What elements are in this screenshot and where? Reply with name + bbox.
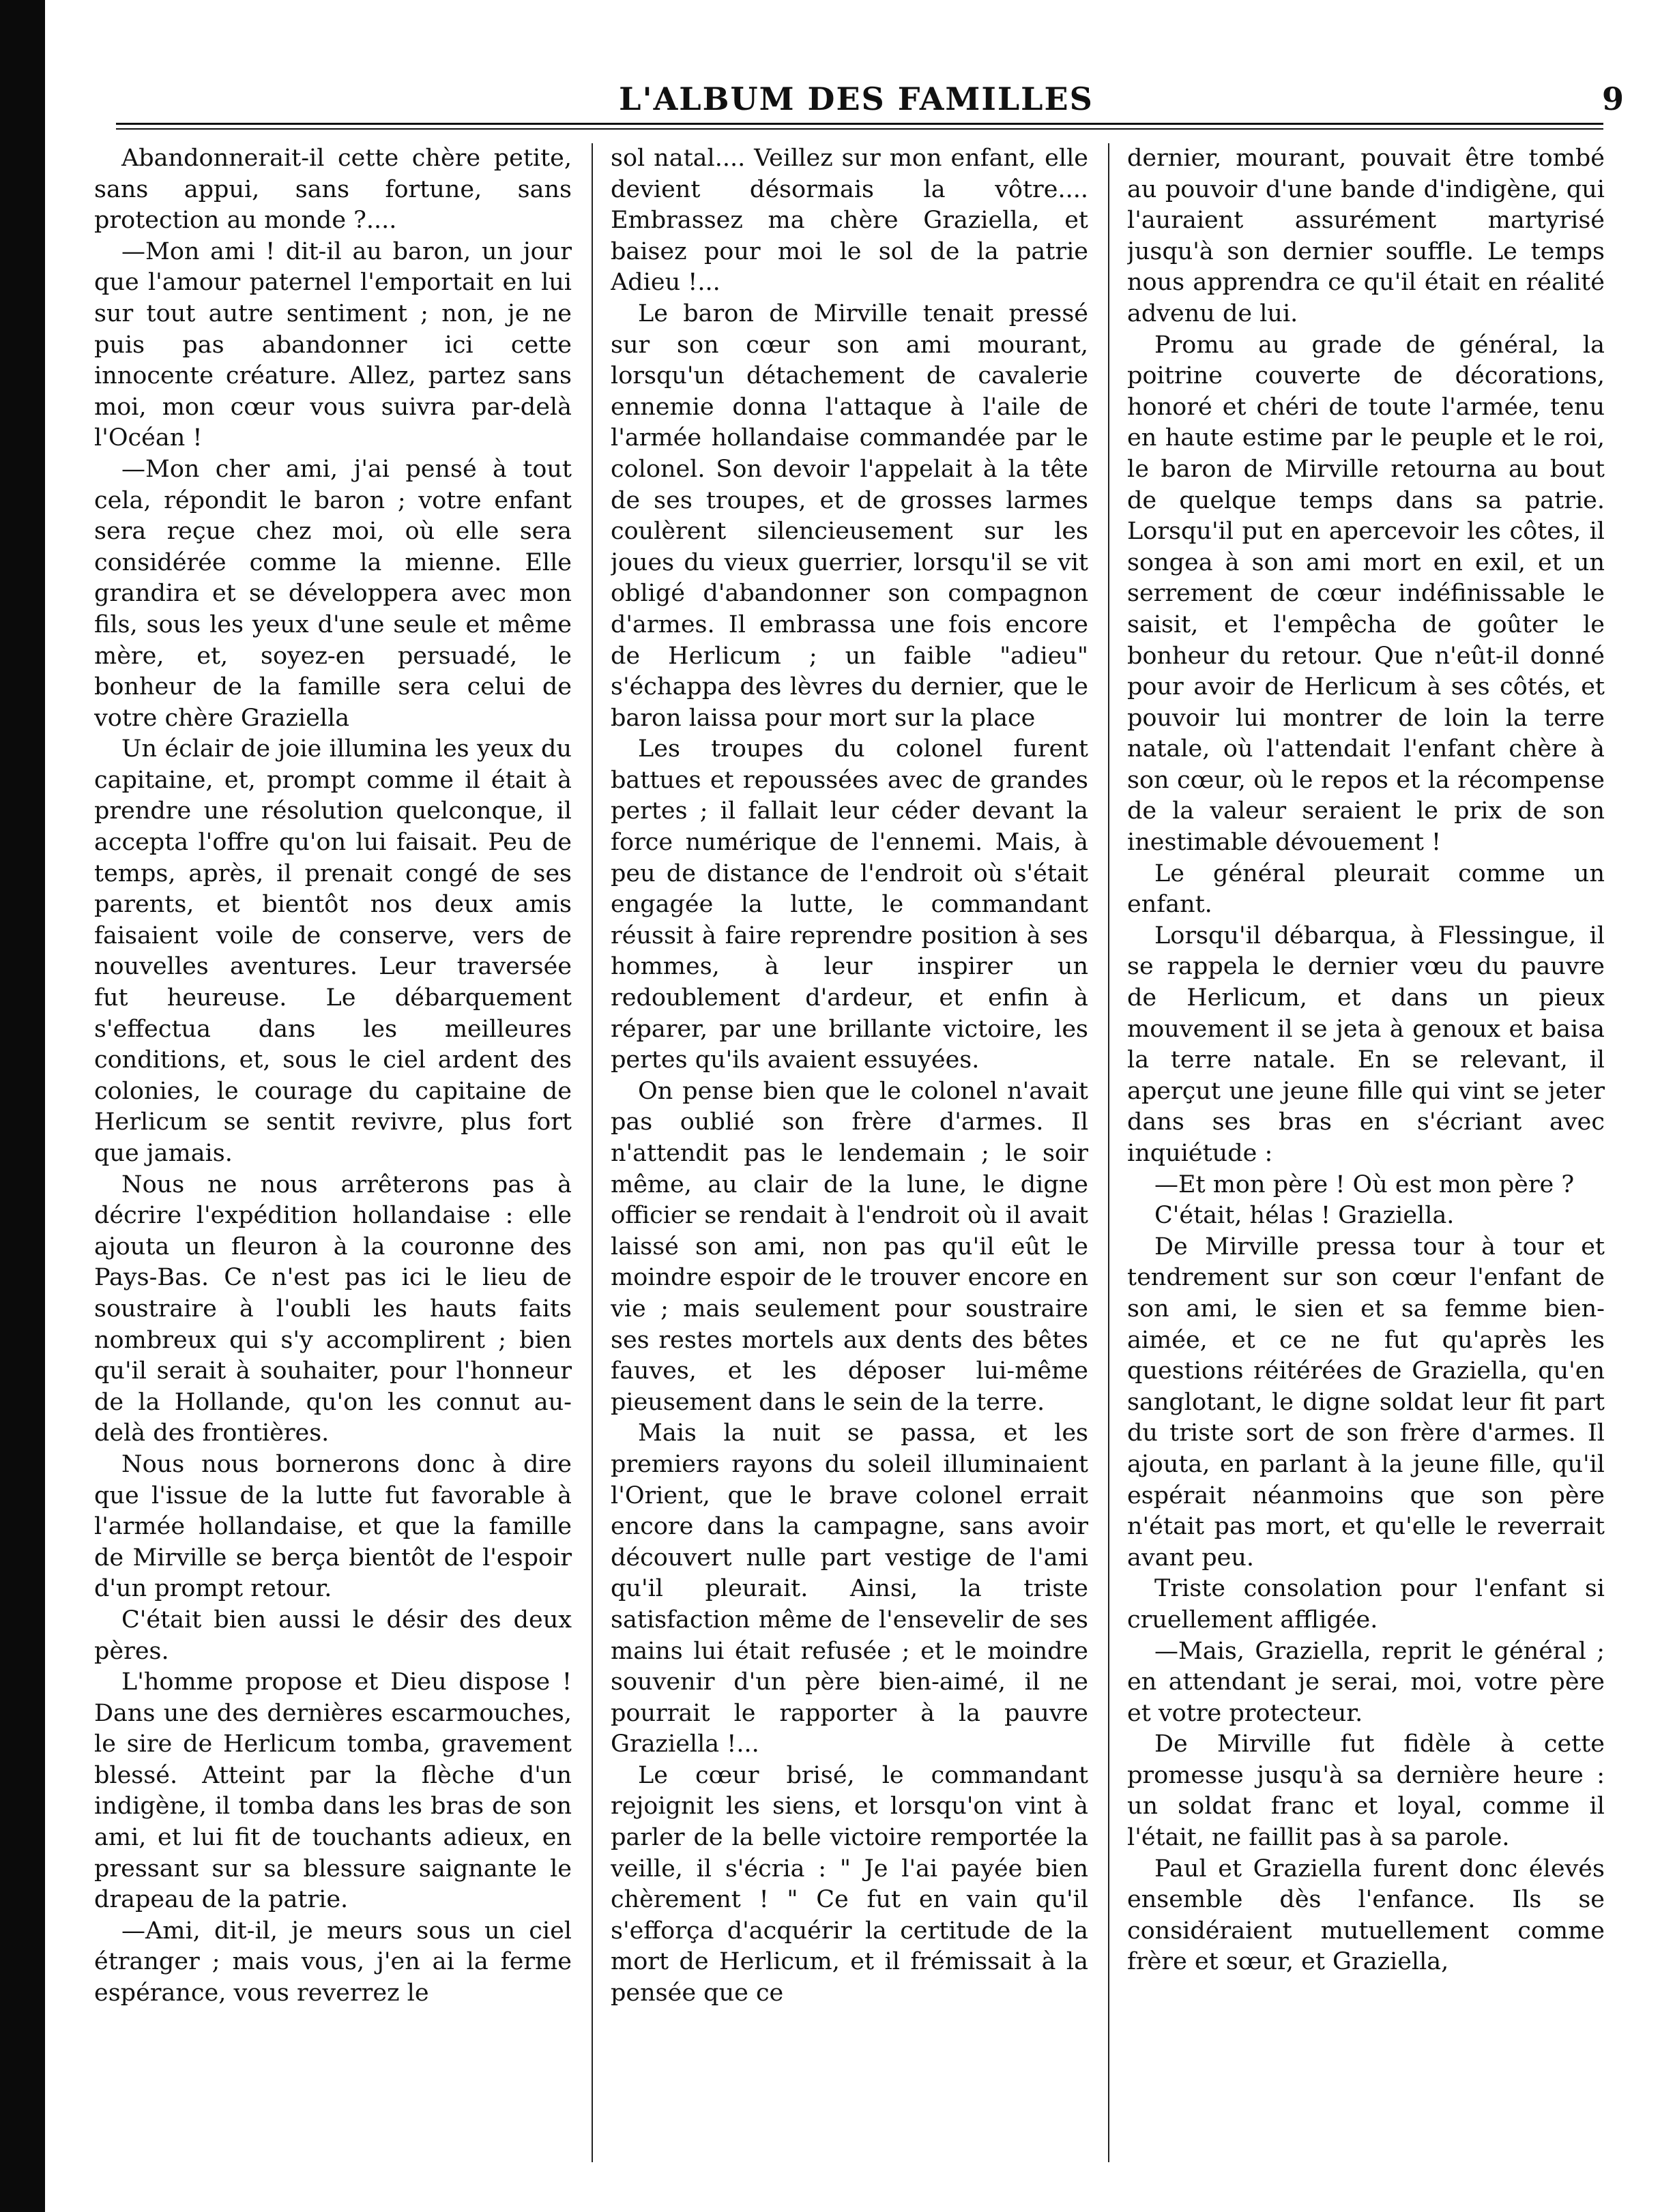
paragraph: On pense bien que le colonel n'avait pas oublié son frère d'armes. Il n'attendit pas le lendemain ; le soir même, au clair de la lune, le digne officier se rendait à l'endroit où il avait laissé son ami, non pas qu'il eût le moindre espoir de le trouver encore en vie ; mais seulement pour soustraire ses restes mortels aux dents des bêtes fauves, et les déposer lui-même pieusement dans le sein de la terre.: [611, 1077, 1088, 1416]
paragraph: Les troupes du colonel furent battues et repoussées avec de grandes pertes ; il fallait leur céder devant la force numérique de l'ennemi. Mais, à peu de distance de l'endroit où s'était engagée la lutte, le commandant réussit à faire reprendre position à ses hommes, à leur inspirer un redoublement d'ardeur, et enfin à réparer, par une brillante victoire, les pertes qu'ils avaient essuyées.: [611, 735, 1088, 1074]
paragraph: Le baron de Mirville tenait pressé sur son cœur son ami mourant, lorsqu'un détachement de cavalerie ennemie donna l'attaque à l'aile de l'armée hollandaise commandée par le colonel. Son devoir l'appelait à la tête de ses troupes, et de grosses larmes coulèrent silencieusement sur les joues du vieux guerrier, lorsqu'il se vit obligé d'abandonner son compagnon d'armes. Il embrassa une fois encore de Herlicum ; un faible "adieu" s'échappa des lèvres du dernier, que le baron laissa pour mort sur la place: [611, 299, 1088, 732]
column-1: [94, 143, 572, 2176]
paragraph: Un éclair de joie illumina les yeux du capitaine, et, prompt comme il était à prendre une résolution quelconque, il accepta l'offre qu'on lui faisait. Peu de temps, après, il prenait congé de ses parents, et bientôt nos deux amis faisaient voile de conserve, vers de nouvelles aventures. Leur traversée fut heureuse. Le débarquement s'effectua dans les meilleures conditions, et, sous le ciel ardent des colonies, le courage du capitaine de Herlicum se sentit revivre, plus fort que jamais.: [94, 735, 572, 1167]
paragraph: C'était, hélas ! Graziella.: [1154, 1202, 1455, 1230]
column-3: [1127, 143, 1605, 2176]
paragraph: C'était bien aussi le désir des deux pères.: [94, 1606, 572, 1665]
paragraph: L'homme propose et Dieu dispose ! Dans une des dernières escarmouches, le sire de Herlicum tomba, gravement blessé. Atteint par la flèche d'un indigène, il tomba dans les bras de son ami, et lui fit de touchants adieux, en pressant sur sa blessure saignante le drapeau de la patrie.: [94, 1668, 572, 1914]
publication-title: L'ALBUM DES FAMILLES: [619, 80, 1094, 117]
binding-edge: [0, 0, 45, 2212]
paragraph: —Et mon père ! Où est mon père ?: [1154, 1170, 1575, 1198]
paragraph: De Mirville pressa tour à tour et tendrement sur son cœur l'enfant de son ami, le sien et sa femme bien-aimée, et ce ne fut qu'après les questions réitérées de Graziella, qu'en sanglotant, le digne soldat leur fit part du triste sort de son frère d'armes. Il ajouta, en parlant à la jeune fille, qu'il espérait néanmoins que son père n'était pas mort, et qu'elle le reverrait avant peu.: [1127, 1233, 1605, 1572]
column-divider: [1108, 143, 1109, 2162]
paragraph: Triste consolation pour l'enfant si cruellement affligée.: [1127, 1575, 1605, 1634]
column-divider: [592, 143, 593, 2162]
header-rule: [116, 123, 1603, 130]
running-header: [89, 75, 1624, 130]
paragraph: —Mais, Graziella, reprit le général ; en attendant je serai, moi, votre père et votre protecteur.: [1127, 1637, 1605, 1727]
paragraph: —Ami, dit-il, je meurs sous un ciel étranger ; mais vous, j'en ai la ferme espérance, vous reverrez le: [94, 1917, 572, 2007]
paragraph: Nous nous bornerons donc à dire que l'issue de la lutte fut favorable à l'armée hollandaise, et que la famille de Mirville se berça bientôt de l'espoir d'un prompt retour.: [94, 1450, 572, 1603]
paragraph: Promu au grade de général, la poitrine couverte de décorations, honoré et chéri de toute l'armée, tenu en haute estime par le peuple et le roi, le baron de Mirville retourna au bout de quelque temps dans sa patrie. Lorsqu'il put en apercevoir les côtes, il songea à son ami mort en exil, et un serrement de cœur indéfinissable le saisit, et l'empêcha de goûter le bonheur du retour. Que n'eût-il donné pour avoir de Herlicum à ses côtés, et pouvoir lui montrer de loin la terre natale, où l'attendait l'enfant chère à son cœur, où le repos et la récompense de la valeur seraient le prix de son inestimable dévouement !: [1127, 331, 1605, 857]
paragraph: Abandonnerait-il cette chère petite, sans appui, sans fortune, sans protection au monde ?....: [94, 145, 572, 235]
page-number: 9: [1601, 80, 1624, 117]
paragraph: Le cœur brisé, le commandant rejoignit les siens, et lorsqu'on vint à parler de la belle victoire remportée la veille, il s'écria : " Je l'ai payée bien chèrement ! " Ce fut en vain qu'il s'efforça d'acquérir la certitude de la mort de Herlicum, et il frémissait à la pensée que ce: [611, 1761, 1088, 2007]
paragraph: De Mirville fut fidèle à cette promesse jusqu'à sa dernière heure : un soldat franc et loyal, comme il l'était, ne faillit pas à sa parole.: [1127, 1730, 1605, 1852]
paragraph: —Mon ami ! dit-il au baron, un jour que l'amour paternel l'emportait en lui sur tout autre sentiment ; non, je ne puis pas abandonner ici cette innocente créature. Allez, partez sans moi, mon cœur vous suivra par-delà l'Océan !: [94, 237, 572, 452]
column-2: [611, 143, 1088, 2176]
paragraph: Nous ne nous arrêterons pas à décrire l'expédition hollandaise : elle ajouta un fleuron à la couronne des Pays-Bas. Ce n'est pas ici le lieu de soustraire à l'oubli les hauts faits nombreux qui s'y accomplirent ; bien qu'il serait à souhaiter, pour l'honneur de la Hollande, qu'on les connut au-delà des frontières.: [94, 1170, 572, 1447]
paragraph: Le général pleurait comme un enfant.: [1127, 859, 1605, 919]
paragraph: sol natal.... Veillez sur mon enfant, elle devient désormais la vôtre.... Embrassez ma chère Graziella, et baisez pour moi le sol de la patrie Adieu !...: [611, 145, 1088, 297]
text-columns: [89, 143, 1624, 2176]
paragraph: Paul et Graziella furent donc élevés ensemble dès l'enfance. Ils se considéraient mutuellement comme frère et sœur, et Graziella,: [1127, 1855, 1605, 1976]
paragraph: Mais la nuit se passa, et les premiers rayons du soleil illuminaient l'Orient, que le brave colonel errait encore dans la campagne, sans avoir découvert nulle part vestige de l'ami qu'il pleurait. Ainsi, la triste satisfaction même de l'ensevelir de ses mains lui était refusée ; et le moindre souvenir d'un père bien-aimé, il ne pourrait le rapporter à la pauvre Graziella !...: [611, 1419, 1088, 1758]
paragraph: dernier, mourant, pouvait être tombé au pouvoir d'une bande d'indigène, qui l'auraient assurément martyrisé jusqu'à son dernier souffle. Le temps nous apprendra ce qu'il était en réalité advenu de lui.: [1127, 145, 1605, 327]
paragraph: —Mon cher ami, j'ai pensé à tout cela, répondit le baron ; votre enfant sera reçue chez moi, où elle sera considérée comme la mienne. Elle grandira et se développera avec mon fils, sous les yeux d'une seule et même mère, et, soyez-en persuadé, le bonheur de la famille sera celui de votre chère Graziella: [94, 455, 572, 732]
paragraph: Lorsqu'il débarqua, à Flessingue, il se rappela le dernier vœu du pauvre de Herlicum, et dans un pieux mouvement il se jeta à genoux et baisa la terre natale. En se relevant, il aperçut une jeune fille qui vint se jeter dans ses bras en s'écriant avec inquiétude :: [1127, 921, 1605, 1167]
newspaper-page: [89, 75, 1624, 2176]
